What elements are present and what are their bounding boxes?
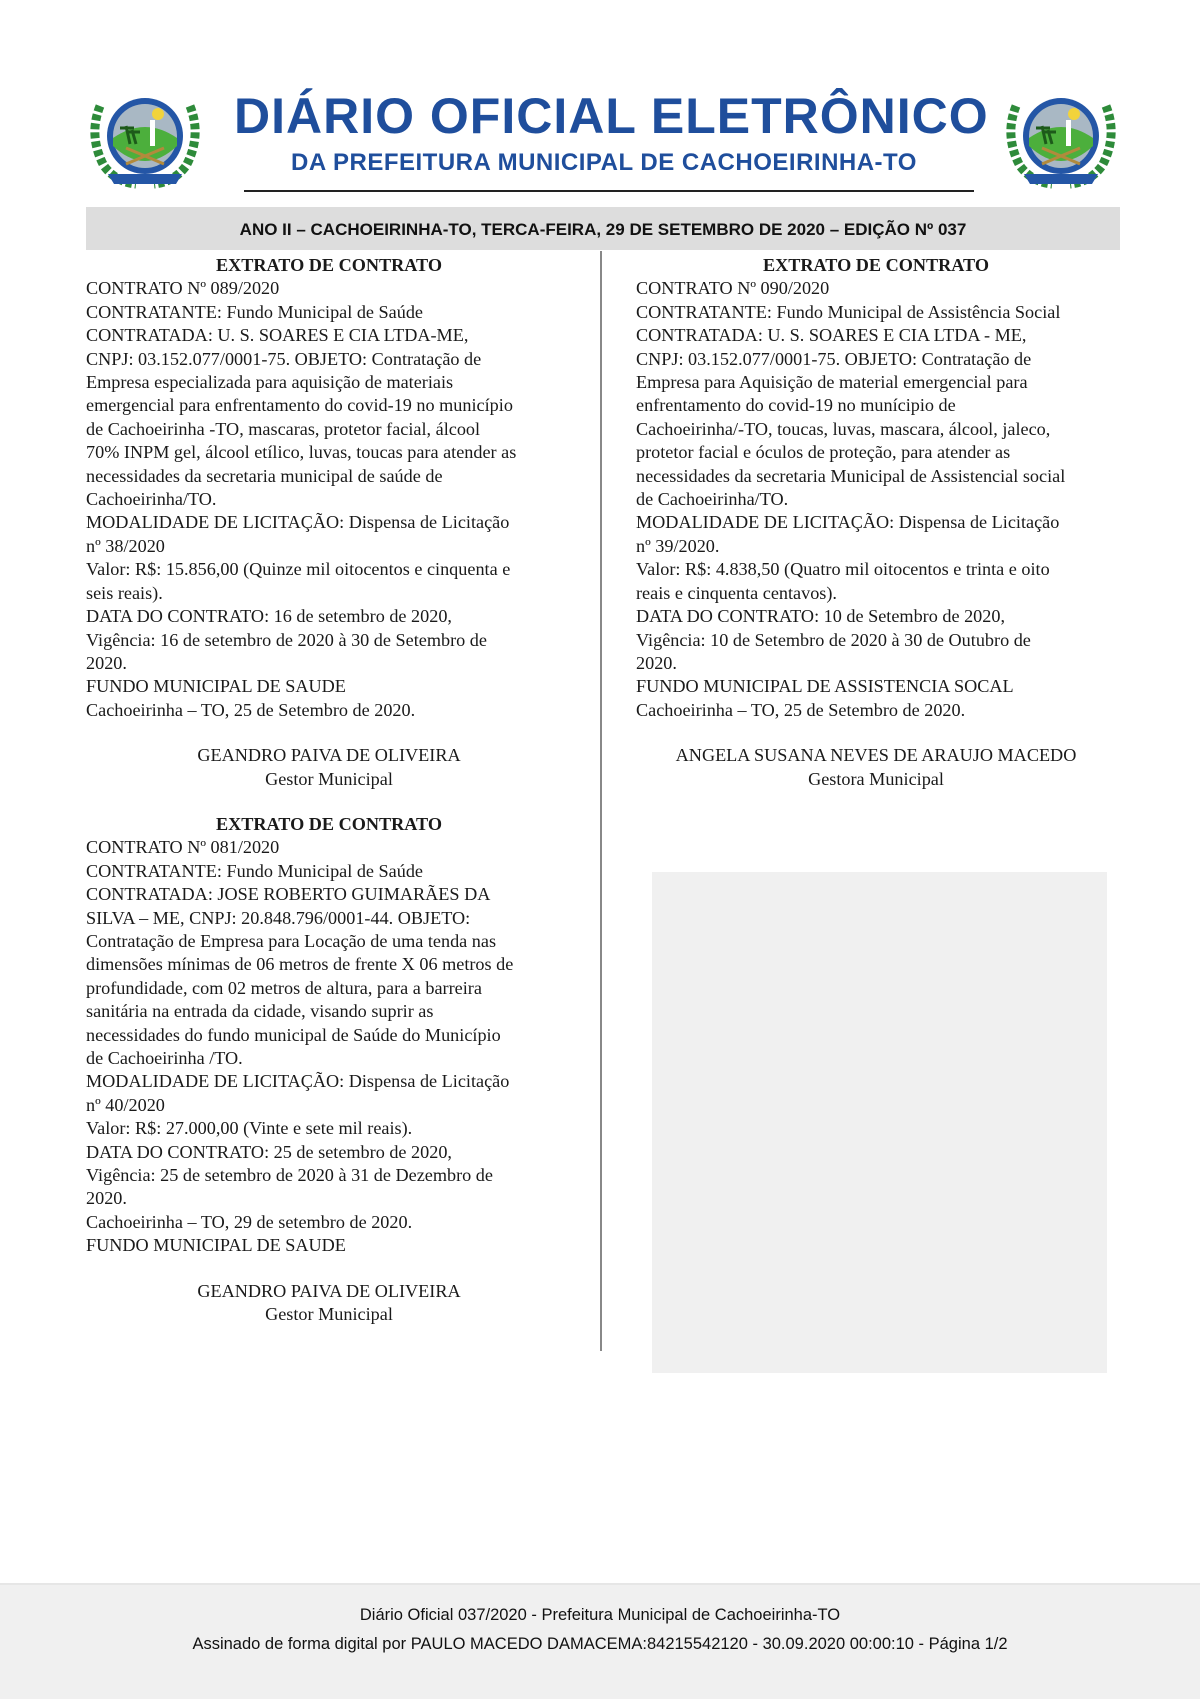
contract-line: profundidade, com 02 metros de altura, para a barreira: [86, 977, 482, 998]
contract-line: CONTRATANTE: Fundo Municipal de Saúde: [86, 301, 423, 322]
contract-line: 2020.: [636, 652, 677, 673]
contract-line: necessidades da secretaria municipal de saúde de: [86, 465, 443, 486]
contract-line: SILVA – ME, CNPJ: 20.848.796/0001-44. OBJETO:: [86, 907, 471, 928]
contract-line: Valor: R$: 27.000,00 (Vinte e sete mil reais).: [86, 1118, 413, 1139]
contract-line: Empresa especializada para aquisição de materiais: [86, 372, 454, 393]
edition-bar: ANO II – CACHOEIRINHA-TO, TERCA-FEIRA, 29 DE SETEMBRO DE 2020 – EDIÇÃO Nº 037: [86, 207, 1120, 250]
contract-line: 2020.: [86, 652, 127, 673]
contract-line: CONTRATO Nº 089/2020: [86, 278, 280, 299]
contract-line: Valor: R$: 15.856,00 (Quinze mil oitocentos e cinquenta e: [86, 559, 511, 580]
signer-role: Gestora Municipal: [808, 768, 944, 789]
contract-line: Cachoeirinha – TO, 29 de setembro de 2020.: [86, 1211, 413, 1232]
contract-line: seis reais).: [86, 582, 163, 603]
contract-line: Cachoeirinha/TO.: [86, 489, 217, 510]
contract-line: CONTRATANTE: Fundo Municipal de Saúde: [86, 860, 423, 881]
signer-name: GEANDRO PAIVA DE OLIVEIRA: [197, 1280, 461, 1301]
right-column: [636, 254, 1116, 791]
masthead-title-block: [234, 88, 989, 178]
contract-line: sanitária na entrada da cidade, visando suprir as: [86, 1001, 434, 1022]
contract-line: FUNDO MUNICIPAL DE SAUDE: [86, 676, 346, 697]
contract-line: nº 39/2020.: [636, 535, 720, 556]
masthead: [86, 86, 1120, 194]
contract-line: MODALIDADE DE LICITAÇÃO: Dispensa de Licitação: [86, 1071, 510, 1092]
contract-line: nº 40/2020: [86, 1094, 165, 1115]
contract-line: Cachoeirinha – TO, 25 de Setembro de 2020.: [86, 699, 416, 720]
masthead-subtitle: DA PREFEITURA MUNICIPAL DE CACHOEIRINHA-TO: [291, 149, 917, 176]
left-column: [86, 254, 572, 1326]
contract-line: CONTRATADA: U. S. SOARES E CIA LTDA - ME,: [636, 325, 1027, 346]
signer-name: ANGELA SUSANA NEVES DE ARAUJO MACEDO: [675, 745, 1077, 766]
contract-line: Empresa para Aquisição de material emergencial para: [636, 372, 1028, 393]
contract-line: Valor: R$: 4.838,50 (Quatro mil oitocentos e trinta e oito: [636, 559, 1050, 580]
contract-line: protetor facial e óculos de proteção, para atender as: [636, 442, 1011, 463]
column-divider: [600, 251, 602, 1351]
contract-line: de Cachoeirinha/TO.: [636, 489, 789, 510]
contract-line: Vigência: 16 de setembro de 2020 à 30 de Setembro de: [86, 629, 487, 650]
contract-line: CONTRATADA: JOSE ROBERTO GUIMARÃES DA: [86, 884, 491, 905]
contract-line: reais e cinquenta centavos).: [636, 582, 837, 603]
coat-of-arms-icon: [86, 86, 204, 190]
footer-publication: Diário Oficial 037/2020 - Prefeitura Municipal de Cachoeirinha-TO: [359, 1606, 841, 1624]
contract-line: MODALIDADE DE LICITAÇÃO: Dispensa de Licitação: [636, 512, 1060, 533]
contract-line: necessidades da secretaria Municipal de Assistencial social: [636, 465, 1066, 486]
contract-line: de Cachoeirinha -TO, mascaras, protetor facial, álcool: [86, 418, 481, 439]
masthead-title: DIÁRIO OFICIAL ELETRÔNICO: [234, 88, 989, 144]
contract-line: enfrentamento do covid-19 no munícipio de: [636, 395, 956, 416]
extrato-heading: EXTRATO DE CONTRATO: [215, 813, 443, 834]
contract-line: DATA DO CONTRATO: 25 de setembro de 2020,: [86, 1141, 452, 1162]
contract-line: dimensões mínimas de 06 metros de frente X 06 metros de: [86, 954, 514, 975]
extrato-heading: EXTRATO DE CONTRATO: [215, 255, 443, 275]
signature-block: [86, 1280, 572, 1327]
contract-line: Cachoeirinha/-TO, toucas, luvas, mascara, álcool, jaleco,: [636, 418, 1051, 439]
contract-line: CNPJ: 03.152.077/0001-75. OBJETO: Contratação de: [636, 348, 1032, 369]
signature-block: [636, 744, 1116, 791]
contract-line: FUNDO MUNICIPAL DE SAUDE: [86, 1235, 346, 1256]
signature-block: [86, 744, 572, 791]
blank-placeholder-box: [652, 872, 1107, 1373]
contract-line: DATA DO CONTRATO: 16 de setembro de 2020,: [86, 606, 452, 627]
contract-line: MODALIDADE DE LICITAÇÃO: Dispensa de Licitação: [86, 512, 510, 533]
contract-line: Vigência: 25 de setembro de 2020 à 31 de Dezembro de: [86, 1165, 493, 1186]
extrato-heading: EXTRATO DE CONTRATO: [762, 255, 990, 275]
page-footer: [0, 1583, 1200, 1699]
contract-line: Contratação de Empresa para Locação de uma tenda nas: [86, 930, 497, 951]
contract-line: FUNDO MUNICIPAL DE ASSISTENCIA SOCAL: [636, 676, 1014, 697]
contract-line: 2020.: [86, 1188, 127, 1209]
contract-line: CONTRATANTE: Fundo Municipal de Assistência Social: [636, 301, 1061, 322]
coat-of-arms-icon: [1002, 86, 1120, 190]
contract-line: Vigência: 10 de Setembro de 2020 à 30 de Outubro de: [636, 629, 1031, 650]
contract-line: CONTRATO Nº 081/2020: [86, 837, 280, 858]
contract-line: CONTRATO Nº 090/2020: [636, 278, 830, 299]
contract-line: DATA DO CONTRATO: 10 de Setembro de 2020,: [636, 606, 1006, 627]
extrato-contrato-090: [636, 254, 1116, 791]
extrato-contrato-081: [86, 813, 572, 1327]
contract-line: emergencial para enfrentamento do covid-19 no município: [86, 395, 513, 416]
signer-name: GEANDRO PAIVA DE OLIVEIRA: [197, 745, 461, 766]
contract-line: necessidades do fundo municipal de Saúde do Município: [86, 1024, 501, 1045]
footer-digital-signature: Assinado de forma digital por PAULO MACEDO DAMACEMA:84215542120 - 30.09.2020 00:00:10 - Página 1/2: [192, 1635, 1008, 1653]
signer-role: Gestor Municipal: [265, 768, 393, 789]
extrato-contrato-089: [86, 254, 572, 791]
contract-line: CNPJ: 03.152.077/0001-75. OBJETO: Contratação de: [86, 348, 482, 369]
masthead-rule: [244, 190, 974, 192]
contract-line: Cachoeirinha – TO, 25 de Setembro de 2020.: [636, 699, 966, 720]
contract-line: de Cachoeirinha /TO.: [86, 1048, 243, 1068]
signer-role: Gestor Municipal: [265, 1304, 393, 1325]
contract-line: nº 38/2020: [86, 535, 165, 556]
contract-line: CONTRATADA: U. S. SOARES E CIA LTDA-ME,: [86, 325, 469, 346]
contract-line: 70% INPM gel, álcool etílico, luvas, toucas para atender as: [86, 442, 517, 463]
